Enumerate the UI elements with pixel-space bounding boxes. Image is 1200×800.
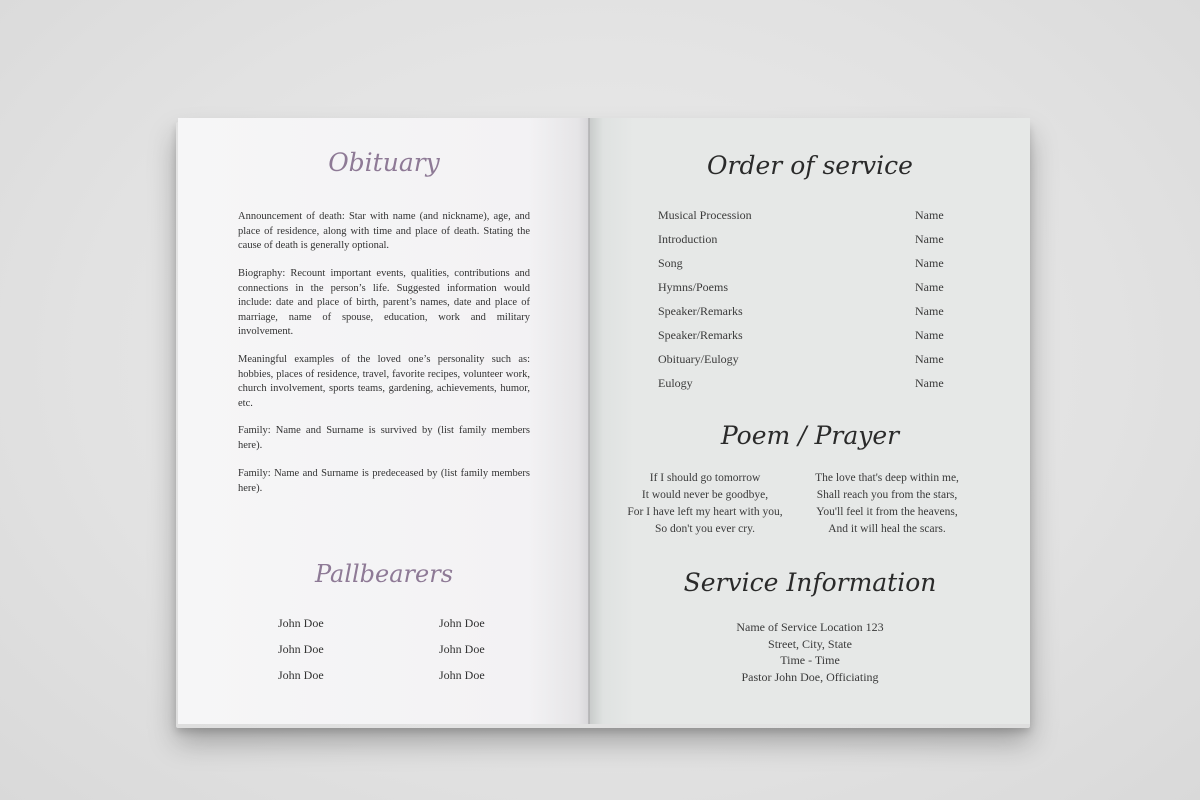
order-item: Hymns/Poems: [658, 280, 729, 294]
pallbearer-name: John Doe: [278, 616, 324, 630]
poem-line: The love that's deep within me,: [815, 472, 959, 484]
order-item: Speaker/Remarks: [658, 328, 743, 342]
order-name: Name: [915, 208, 944, 222]
poem-title: Poem / Prayer: [720, 421, 900, 450]
order-item: Song: [658, 256, 683, 270]
order-item: Musical Procession: [658, 208, 752, 222]
service-address: Street, City, State: [768, 636, 852, 651]
poem-line: So don't you ever cry.: [654, 523, 755, 535]
order-name: Name: [915, 376, 944, 390]
order-name: Name: [915, 304, 944, 318]
poem-line: If I should go tomorrow: [649, 472, 761, 484]
pallbearers-list: [278, 615, 498, 684]
pallbearers-title: Pallbearers: [314, 560, 454, 588]
obituary-paragraph-biography: Biography: Recount important events, qualities, contributions and connections in the person’s life. Suggested information would include: date and place of birth, parent’s names, date and place of marriage, name of spouse, education, work and military involvement.: [238, 268, 530, 337]
service-time: Time - Time: [780, 653, 840, 667]
order-row: [658, 230, 958, 254]
poem-stanza-right: [792, 470, 982, 538]
poem-line: Shall reach you from the stars,: [816, 489, 958, 501]
obituary-paragraph-personality: Meaningful examples of the loved one’s personality such as: hobbies, places of residence, travel, favorite recipes, volunteer work, church involvement, sports teams, gardening, achievements, humor, etc.: [238, 354, 530, 409]
pallbearer-name: John Doe: [278, 668, 324, 682]
obituary-paragraph-death: Announcement of death: Star with name (and nickname), age, and place of residence, along with time and place of death. Stating the cause of death is generally optional.: [238, 211, 530, 251]
order-row: [658, 326, 958, 350]
right-page: [590, 118, 1030, 724]
order-item: Eulogy: [658, 376, 693, 390]
left-page: [178, 118, 590, 724]
obituary-title: Obituary: [328, 148, 440, 177]
poem-line: And it will heal the scars.: [828, 523, 946, 535]
order-name: Name: [915, 280, 944, 294]
order-of-service-list: [658, 206, 958, 398]
order-item: Speaker/Remarks: [658, 304, 743, 318]
order-name: Name: [915, 328, 944, 342]
order-row: [658, 278, 958, 302]
pallbearer-name: John Doe: [439, 616, 485, 630]
order-row: [658, 374, 958, 398]
service-information-details: [590, 619, 1030, 685]
service-officiant: Pastor John Doe, Officiating: [741, 669, 879, 684]
order-name: Name: [915, 352, 944, 366]
order-of-service-title: Order of service: [707, 151, 913, 180]
order-row: [658, 302, 958, 326]
service-location: Name of Service Location 123: [736, 620, 884, 634]
pallbearer-name: John Doe: [439, 668, 485, 682]
order-row: [658, 350, 958, 374]
poem-line: It would never be goodbye,: [641, 489, 769, 501]
order-item: Obituary/Eulogy: [658, 352, 739, 366]
poem-line: For I have left my heart with you,: [627, 506, 783, 518]
obituary-paragraph-predeceased: Family: Name and Surname is predeceased by (list family members here).: [238, 468, 530, 494]
order-row: [658, 206, 958, 230]
service-information-title: Service Information: [683, 568, 937, 597]
poem-line: You'll feel it from the heavens,: [816, 506, 958, 518]
pallbearer-name: John Doe: [278, 642, 324, 656]
order-item: Introduction: [658, 232, 718, 246]
pallbearer-name: John Doe: [439, 642, 485, 656]
order-row: [658, 254, 958, 278]
obituary-paragraph-survived: Family: Name and Surname is survived by (list family members here).: [238, 425, 530, 451]
order-name: Name: [915, 256, 944, 270]
order-name: Name: [915, 232, 944, 246]
poem-stanza-left: [610, 470, 800, 538]
